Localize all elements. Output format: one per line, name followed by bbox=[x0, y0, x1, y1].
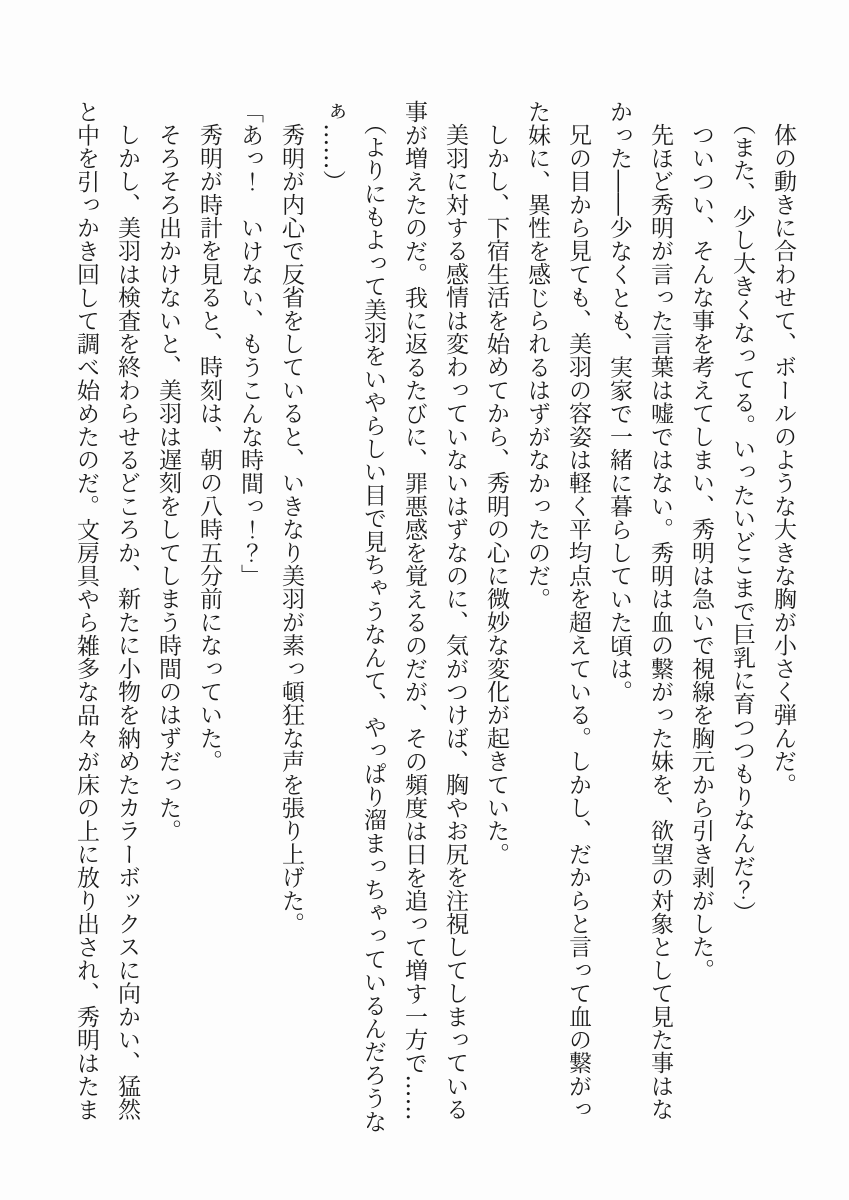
text-column: 秀明が内心で反省をしていると、いきなり美羽が素っ頓狂な声を張り上げた。 bbox=[278, 123, 304, 935]
text-column: 体の動きに合わせて、ボールのような大きな胸が小さく弾んだ。 bbox=[770, 123, 796, 796]
text-column: しかし、下宿生活を始めてから、秀明の心に微妙な変化が起きていた。 bbox=[483, 123, 509, 866]
text-column: ついつい、そんな事を考えてしまい、秀明は急いで視線を胸元から引き剥がした。 bbox=[688, 123, 714, 982]
text-column: しかし、美羽は検査を終わらせるどころか、新たに小物を納めたカラーボックスに向かい、猛然 bbox=[114, 123, 140, 1121]
text-column: た妹に、異性を感じられるはずがなかったのだ。 bbox=[524, 100, 550, 611]
text-column: （よりにもよって美羽をいやらしい目で見ちゃうなんて、やっぱり溜まっちゃっているんだろうな bbox=[360, 112, 386, 1133]
vertical-text-block bbox=[65, 100, 803, 1170]
text-column: 美羽に対する感情は変わっていないはずなのに、気がつけば、胸やお尻を注視してしまっている bbox=[442, 123, 468, 1121]
text-column: かった――少なくとも、実家で一緒に暮らしていた頃は。 bbox=[606, 100, 632, 704]
text-column: 「あっ！ いけない、もうこんな時間っ！？」 bbox=[237, 100, 263, 588]
text-column: （また、少し大きくなってる。いったいどこまで巨乳に育つつもりなんだ？） bbox=[729, 112, 755, 924]
text-column: 事が増えたのだ。我に返るたびに、罪悪感を覚えるのだが、その頻度は日を追って増す一方で…… bbox=[401, 100, 427, 1121]
text-column: 秀明が時計を見ると、時刻は、朝の八時五分前になっていた。 bbox=[196, 123, 222, 773]
text-column: 先ほど秀明が言った言葉は嘘ではない。秀明は血の繋がった妹を、欲望の対象として見た事はな bbox=[647, 123, 673, 1121]
text-column: そろそろ出かけないと、美羽は遅刻をしてしまう時間のはずだった。 bbox=[155, 123, 181, 843]
text-column: と中を引っかき回して調べ始めたのだ。文房具やら雑多な品々が床の上に放り出され、秀明はたま bbox=[73, 100, 99, 1121]
text-column: 兄の目から見ても、美羽の容姿は軽く平均点を超えている。しかし、だからと言って血の繋がっ bbox=[565, 123, 591, 1121]
text-column: ぁ……） bbox=[319, 100, 345, 193]
